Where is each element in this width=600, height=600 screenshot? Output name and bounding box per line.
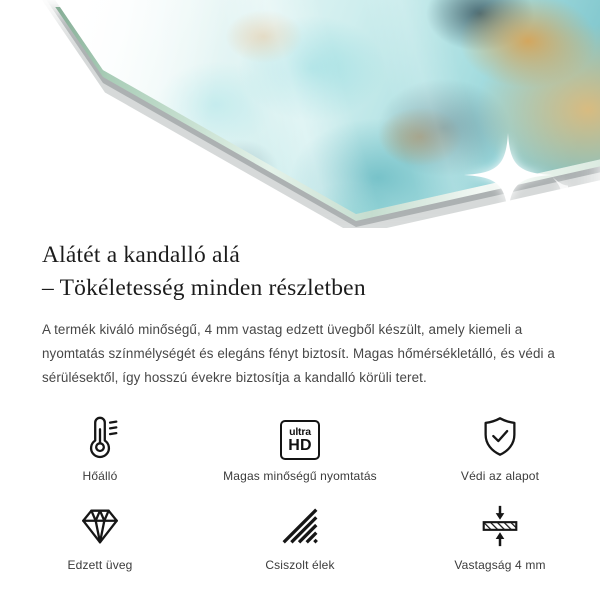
feature-protects-base — [400, 410, 600, 483]
feature-heat-resistant — [0, 410, 200, 483]
ultra-hd-icon — [280, 410, 320, 460]
product-description-text: A termék kiváló minőségű, 4 mm vastag edzett üvegből készült, amely kiemeli a nyomtatás színmélységét és elegáns fényt biztosít. Magas hőmérsékletálló, és védi a sérülésektől, így hosszú évekre biztosítja a kandalló körüli teret. — [42, 322, 555, 385]
thermometer-icon — [77, 410, 123, 460]
polished-edges-icon — [277, 499, 323, 549]
thickness-icon — [477, 499, 523, 549]
ultra-hd-icon-text-top: ultra — [289, 425, 311, 438]
feature-label: Magas minőségű nyomtatás — [223, 469, 377, 483]
feature-label: Csiszolt élek — [265, 558, 335, 572]
feature-high-quality-print — [200, 410, 400, 483]
shield-check-icon — [477, 410, 523, 460]
diamond-icon — [77, 499, 123, 549]
feature-polished-edges — [200, 499, 400, 572]
feature-label: Hőálló — [82, 469, 118, 483]
title-line-2: – Tökéletesség minden részletben — [42, 275, 366, 301]
feature-label: Edzett üveg — [67, 558, 133, 572]
feature-grid — [0, 410, 600, 572]
page-title — [42, 239, 558, 305]
product-description-section — [0, 228, 600, 390]
title-line-1: Alátét a kandalló alá — [42, 242, 240, 268]
ultra-hd-icon-text-bottom: HD — [288, 436, 312, 454]
feature-label: Vastagság 4 mm — [454, 558, 546, 572]
sparkle-flare-icon — [448, 115, 568, 228]
feature-thickness — [400, 499, 600, 572]
feature-label: Védi az alapot — [460, 469, 540, 483]
feature-tempered-glass — [0, 499, 200, 572]
product-hero-image — [0, 0, 600, 228]
